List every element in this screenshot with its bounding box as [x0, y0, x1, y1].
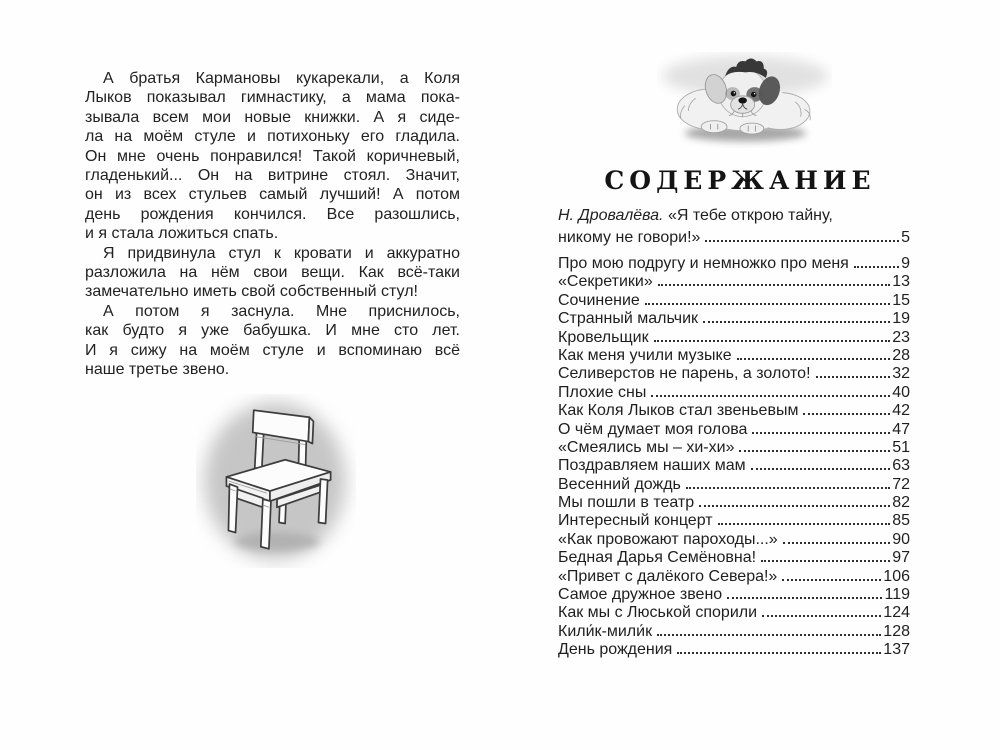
story-line: А потом я заснула. Мне приснилось, [103, 302, 460, 320]
toc-entry [558, 255, 910, 273]
story-text [85, 69, 460, 380]
dots-leader [654, 340, 891, 342]
toc-intro-line1 [558, 205, 910, 227]
toc-entry-title: Селиверстов не парень, а золото! [558, 365, 811, 383]
toc-intro-title: «Я тебе открою тайну, [667, 207, 833, 224]
dots-leader [651, 395, 890, 397]
toc-entry [558, 310, 910, 328]
toc-entry [558, 402, 910, 420]
dots-leader [783, 542, 891, 544]
toc-entry-page: 28 [892, 346, 910, 364]
story-line: Я придвинула стул к кровати и аккуратно [103, 244, 460, 262]
story-paragraph [85, 69, 460, 244]
story-line: разложила на нём свои вещи. Как всё-таки [85, 264, 460, 282]
story-line: как будто я уже бабушка. И мне сто лет. [85, 322, 460, 340]
dots-leader [737, 358, 891, 360]
toc-entry-title: День рождения [558, 641, 673, 659]
toc-entry [558, 494, 910, 512]
story-line: И я сижу на моём стуле и вспоминаю всё [85, 341, 460, 359]
toc-entry-title: Кровельщик [558, 328, 649, 346]
dots-leader [739, 450, 890, 452]
dots-leader [677, 652, 881, 654]
toc-entry-page: 40 [892, 383, 910, 401]
toc-entry-title: Про мою подругу и немножко про меня [558, 255, 849, 272]
dog-illustration [657, 52, 832, 148]
toc-entry-page: 47 [892, 420, 910, 438]
toc-entry [558, 384, 910, 402]
toc-entry-page: 72 [892, 475, 910, 493]
right-page [558, 0, 910, 660]
dots-leader [751, 468, 891, 470]
toc-entry-title: Кили́к-мили́к [558, 622, 653, 640]
story-line: гладенький... Он на витрине стоял. Значит, [85, 167, 460, 185]
dots-leader [686, 487, 890, 489]
toc-intro-line2 [558, 227, 910, 249]
story-line: зывала всем мои новые книжки. А я сиде- [85, 108, 460, 126]
toc-entry [558, 329, 910, 347]
toc-entry-title: Сочинение [558, 291, 640, 309]
toc-entry-title: Мы пошли в театр [558, 494, 695, 512]
toc-entry [558, 292, 910, 310]
toc-entry-page: 42 [892, 402, 910, 420]
toc-entry-page: 128 [883, 622, 910, 640]
toc-entry-title: «Привет с далёкого Севера!» [558, 567, 778, 585]
dots-leader [854, 266, 899, 268]
dots-leader [762, 615, 881, 617]
story-line: он из всех стульев самый лучший! А потом [85, 186, 460, 204]
dots-leader [803, 413, 890, 415]
toc-entry [558, 568, 910, 586]
story-line: ла на моём стуле и потихоньку его гладила. [85, 128, 460, 146]
toc-entry [558, 457, 910, 475]
toc-entry [558, 604, 910, 622]
toc-entry-title: «Как провожают пароходы...» [558, 530, 778, 548]
toc-entry-title: Интересный концерт [558, 512, 713, 530]
toc-entry-page: 32 [892, 365, 910, 383]
toc-entry-title: Как Коля Лыков стал звеньевым [558, 402, 799, 420]
story-line: день рождения кончился. Все разошлись, [85, 205, 460, 223]
toc-intro-title-cont: никому не говори!» [558, 229, 701, 246]
toc-entry-page: 119 [884, 586, 910, 604]
toc-entry-page: 13 [892, 273, 910, 291]
dots-leader [658, 284, 890, 286]
dots-leader [699, 505, 890, 507]
toc-entry-title: О чём думает моя голова [558, 420, 748, 438]
toc-entry [558, 641, 910, 659]
toc-entry [558, 531, 910, 549]
toc-entry-title: Как мы с Люськой спорили [558, 604, 758, 622]
toc-entry [558, 347, 910, 365]
toc-entry-page: 137 [883, 641, 910, 659]
toc-entry-page: 63 [892, 457, 910, 475]
toc-intro-page: 5 [901, 229, 910, 246]
dots-leader [657, 634, 881, 636]
dots-leader [727, 597, 882, 599]
toc-entry-title: Как меня учили музыке [558, 346, 732, 364]
toc-entry-title: Поздравляем наших мам [558, 457, 746, 475]
toc-entry-page: 106 [883, 567, 910, 585]
dots-leader [645, 303, 890, 305]
toc-entry-title: Весенний дождь [558, 475, 681, 493]
toc-entry [558, 549, 910, 567]
toc-entry-title: Самое дружное звено [558, 586, 723, 604]
dots-leader [718, 523, 891, 525]
story-line: наше третье звено. [85, 361, 230, 379]
toc-entry-title: Бедная Дарья Семёновна! [558, 549, 757, 567]
toc-entry-page: 85 [892, 512, 910, 530]
dots-leader [752, 432, 890, 434]
toc-entry [558, 623, 910, 641]
toc-entry-page: 82 [892, 494, 910, 512]
toc-entry-page: 9 [901, 255, 910, 272]
toc-entry [558, 586, 910, 604]
toc-entry-page: 19 [892, 310, 910, 328]
toc-entry-page: 15 [892, 291, 910, 309]
toc-entry [558, 476, 910, 494]
story-line: Он мне очень понравился! Такой коричневый, [85, 147, 460, 165]
toc-entry-title: Плохие сны [558, 383, 647, 401]
story-paragraph [85, 244, 460, 302]
toc-entry [558, 273, 910, 291]
toc-entry [558, 512, 910, 530]
toc-list [558, 255, 910, 660]
toc-intro-author: Н. Дровалёва. [558, 207, 664, 224]
story-line: замечательно иметь свой собственный стул! [85, 283, 418, 301]
dots-leader [705, 240, 899, 242]
dots-leader [761, 560, 890, 562]
toc-entry-title: «Смеялись мы – хи-хи» [558, 438, 735, 456]
toc-entry-title: Странный мальчик [558, 310, 699, 328]
toc-entry-page: 97 [892, 549, 910, 567]
story-line: Лыков показывал гимнастику, а мама пока- [85, 89, 460, 107]
toc-entry-title: «Секретики» [558, 273, 653, 291]
toc-entry-page: 124 [883, 604, 910, 622]
toc-entry [558, 365, 910, 383]
toc-intro-entry [558, 205, 910, 249]
dots-leader [703, 321, 890, 323]
chair-illustration [196, 394, 356, 568]
dots-leader [816, 376, 891, 378]
dots-leader [782, 579, 881, 581]
story-line: и я стала ложиться спать. [85, 225, 279, 243]
toc-entry [558, 421, 910, 439]
story-paragraph [85, 302, 460, 380]
story-line: А братья Кармановы кукарекали, а Коля [103, 70, 460, 87]
toc-entry-page: 90 [892, 530, 910, 548]
toc-entry-page: 51 [892, 438, 910, 456]
toc-entry-page: 23 [892, 328, 910, 346]
toc-heading: СОДЕРЖАНИЕ [604, 166, 876, 195]
toc-entry [558, 439, 910, 457]
